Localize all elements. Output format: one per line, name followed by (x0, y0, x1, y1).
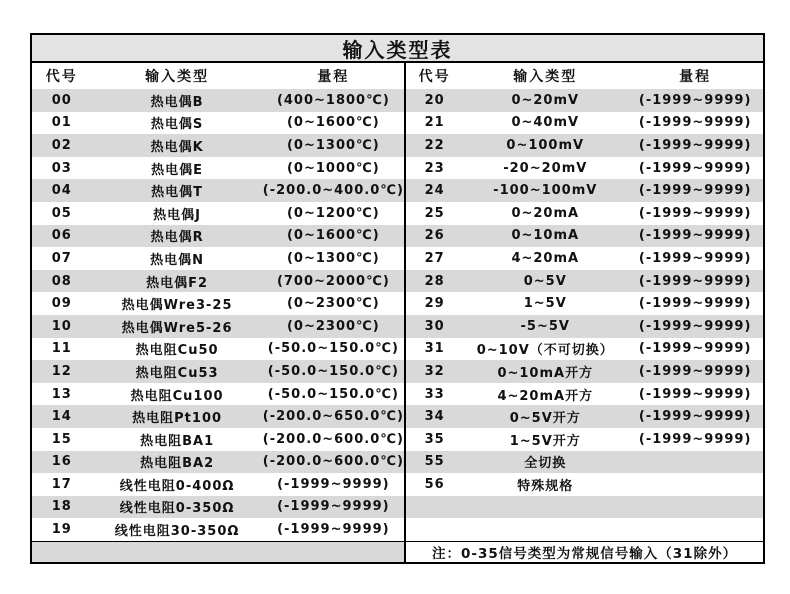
cell-type: 热电偶N (150, 252, 205, 268)
cell-code: 55 (424, 454, 445, 470)
table-row (32, 360, 404, 383)
cell-code: 13 (51, 386, 72, 402)
cell-type: 热电阻Cu100 (130, 388, 224, 404)
table-row (406, 451, 763, 474)
column-header-type: 输入类型 (513, 69, 578, 85)
cell-type: 0~5V开方 (509, 411, 581, 427)
cell-code: 07 (51, 250, 72, 266)
cell-range: (-1999~9999) (638, 341, 752, 357)
cell-code: 03 (51, 160, 72, 176)
cell-range: (-1999~9999) (638, 92, 752, 108)
cell-type: 热电偶K (150, 139, 204, 155)
cell-code: 33 (424, 386, 445, 402)
table-row (32, 89, 404, 112)
cell-range: (0~1300℃) (286, 250, 380, 266)
cell-code: 31 (424, 341, 445, 357)
cell-range: (-1999~9999) (277, 476, 390, 492)
cell-code: 11 (51, 341, 72, 357)
table-row (406, 473, 763, 496)
cell-code: 22 (424, 137, 445, 153)
table-row (406, 157, 763, 180)
table-row (32, 202, 404, 225)
cell-type: 热电阻BA2 (140, 456, 215, 472)
cell-code: 04 (51, 183, 72, 199)
cell-code: 28 (424, 273, 445, 289)
cell-type: 热电阻Cu53 (135, 365, 219, 381)
left-rows (32, 89, 404, 541)
cell-type: 线性电阻0-400Ω (119, 478, 235, 494)
cell-code: 24 (424, 183, 445, 199)
table-row (32, 518, 404, 541)
cell-type: 热电偶E (151, 162, 204, 178)
table-row (32, 157, 404, 180)
cell-range: (-1999~9999) (638, 160, 752, 176)
cell-code: 26 (424, 228, 445, 244)
cell-code: 56 (424, 476, 445, 492)
cell-range: (700~2000℃) (276, 273, 390, 289)
table-row (32, 292, 404, 315)
table-footnote: 注：0-35信号类型为常规信号输入（31除外） (406, 541, 763, 562)
table-row (406, 383, 763, 406)
cell-type: -20~20mV (503, 160, 588, 176)
cell-range: (-200.0~650.0℃) (262, 409, 404, 425)
cell-code: 09 (51, 296, 72, 312)
cell-type: 热电阻Pt100 (132, 411, 223, 427)
cell-range: (-1999~9999) (277, 522, 390, 538)
cell-range: (0~2300℃) (286, 296, 380, 312)
cell-code: 29 (424, 296, 445, 312)
cell-code: 02 (51, 137, 72, 153)
cell-range: (-1999~9999) (638, 296, 752, 312)
cell-range: (-1999~9999) (277, 499, 390, 515)
column-header-code: 代号 (418, 69, 451, 85)
cell-code: 27 (424, 250, 445, 266)
cell-code: 12 (51, 363, 72, 379)
column-header-code: 代号 (45, 69, 78, 85)
cell-range: (-50.0~150.0℃) (267, 386, 399, 402)
cell-type: 0~5V (523, 273, 567, 289)
table-body (32, 63, 763, 562)
cell-type: 热电偶J (153, 207, 202, 223)
table-row (406, 89, 763, 112)
cell-type: 0~20mV (511, 92, 580, 108)
cell-range: (-1999~9999) (638, 386, 752, 402)
right-rows (406, 89, 763, 541)
cell-type: 热电偶R (150, 230, 204, 246)
table-row (32, 247, 404, 270)
cell-code: 18 (51, 499, 72, 515)
cell-type: 线性电阻30-350Ω (114, 524, 240, 540)
cell-range: (-1999~9999) (638, 431, 752, 447)
cell-code: 23 (424, 160, 445, 176)
cell-range: (-50.0~150.0℃) (267, 341, 399, 357)
table-row (406, 496, 763, 519)
cell-range: (-1999~9999) (638, 250, 752, 266)
table-row (406, 518, 763, 541)
cell-type: 4~20mA开方 (497, 388, 594, 404)
cell-code: 25 (424, 205, 445, 221)
cell-code: 00 (51, 92, 72, 108)
cell-range: (-1999~9999) (638, 409, 752, 425)
table-row (406, 202, 763, 225)
cell-type: 0~10mA开方 (497, 365, 594, 381)
cell-type: 4~20mA (511, 250, 580, 266)
cell-range: (-1999~9999) (638, 318, 752, 334)
cell-code: 16 (51, 454, 72, 470)
cell-type: 热电偶S (150, 117, 204, 133)
cell-range: (-1999~9999) (638, 273, 752, 289)
table-row (406, 292, 763, 315)
table-row (32, 270, 404, 293)
cell-type: 全切换 (524, 456, 567, 472)
cell-code: 05 (51, 205, 72, 221)
cell-type: 0~100mV (506, 137, 585, 153)
table-row (406, 134, 763, 157)
cell-range: (-1999~9999) (638, 115, 752, 131)
cell-type: 0~40mV (511, 115, 580, 131)
cell-range: (0~1000℃) (286, 160, 380, 176)
table-row (32, 315, 404, 338)
cell-type: 0~10V（不可切换） (476, 343, 614, 359)
table-row (406, 315, 763, 338)
cell-code: 34 (424, 409, 445, 425)
cell-range: (-1999~9999) (638, 363, 752, 379)
cell-type: 热电阻Cu50 (135, 343, 219, 359)
table-row (32, 383, 404, 406)
cell-type: 1~5V开方 (509, 433, 581, 449)
cell-type: 0~20mA (511, 205, 580, 221)
table-row (32, 473, 404, 496)
cell-type: 0~10mA (511, 228, 580, 244)
cell-code: 06 (51, 228, 72, 244)
table-row (32, 179, 404, 202)
cell-range: (-1999~9999) (638, 183, 752, 199)
column-header-range: 量程 (679, 69, 712, 85)
table-row (406, 360, 763, 383)
cell-code: 10 (51, 318, 72, 334)
table-row (406, 338, 763, 361)
cell-code: 21 (424, 115, 445, 131)
right-table-half (404, 63, 763, 562)
cell-code: 14 (51, 409, 72, 425)
cell-type: 热电阻BA1 (140, 433, 215, 449)
cell-range: (-200.0~600.0℃) (262, 454, 404, 470)
left-header-row (32, 63, 404, 89)
cell-range: (0~2300℃) (286, 318, 380, 334)
cell-type: -5~5V (520, 318, 570, 334)
table-row (32, 225, 404, 248)
cell-range: (400~1800℃) (276, 92, 390, 108)
cell-range: (-200.0~600.0℃) (262, 431, 404, 447)
table-row (32, 405, 404, 428)
cell-code: 17 (51, 476, 72, 492)
cell-type: 线性电阻0-350Ω (119, 501, 235, 517)
table-row (32, 134, 404, 157)
column-header-range: 量程 (317, 69, 350, 85)
table-title: 输入类型表 (32, 35, 763, 63)
cell-code: 32 (424, 363, 445, 379)
table-row (32, 428, 404, 451)
cell-range: (0~1300℃) (286, 137, 380, 153)
cell-code: 08 (51, 273, 72, 289)
cell-range: (0~1600℃) (286, 115, 380, 131)
cell-type: 热电偶Wre5-26 (121, 320, 233, 336)
cell-type: 热电偶Wre3-25 (121, 298, 233, 314)
cell-code: 15 (51, 431, 72, 447)
table-row (406, 225, 763, 248)
table-row (406, 428, 763, 451)
cell-type: 热电偶B (150, 94, 204, 110)
table-row (406, 112, 763, 135)
cell-type: 特殊规格 (517, 478, 574, 494)
cell-type: 热电偶F2 (146, 275, 209, 291)
cell-range: (0~1200℃) (286, 205, 380, 221)
cell-range: (-50.0~150.0℃) (267, 363, 399, 379)
cell-type: -100~100mV (493, 183, 598, 199)
left-footer-empty-cell (32, 541, 404, 562)
table-row (406, 405, 763, 428)
cell-range: (-1999~9999) (638, 137, 752, 153)
cell-range: (-1999~9999) (638, 228, 752, 244)
cell-code: 35 (424, 431, 445, 447)
table-row (32, 338, 404, 361)
cell-range: (-1999~9999) (638, 205, 752, 221)
cell-type: 热电偶T (151, 185, 204, 201)
cell-code: 20 (424, 92, 445, 108)
cell-type: 1~5V (523, 296, 567, 312)
cell-range: (0~1600℃) (286, 228, 380, 244)
cell-code: 19 (51, 522, 72, 538)
cell-code: 30 (424, 318, 445, 334)
table-row (406, 247, 763, 270)
table-row (406, 179, 763, 202)
left-table-half (32, 63, 404, 562)
table-row (32, 496, 404, 519)
table-row (32, 451, 404, 474)
column-header-type: 输入类型 (145, 69, 210, 85)
right-header-row (406, 63, 763, 89)
cell-code: 01 (51, 115, 72, 131)
cell-range: (-200.0~400.0℃) (262, 183, 404, 199)
table-row (406, 270, 763, 293)
input-type-table (30, 33, 765, 564)
table-row (32, 112, 404, 135)
